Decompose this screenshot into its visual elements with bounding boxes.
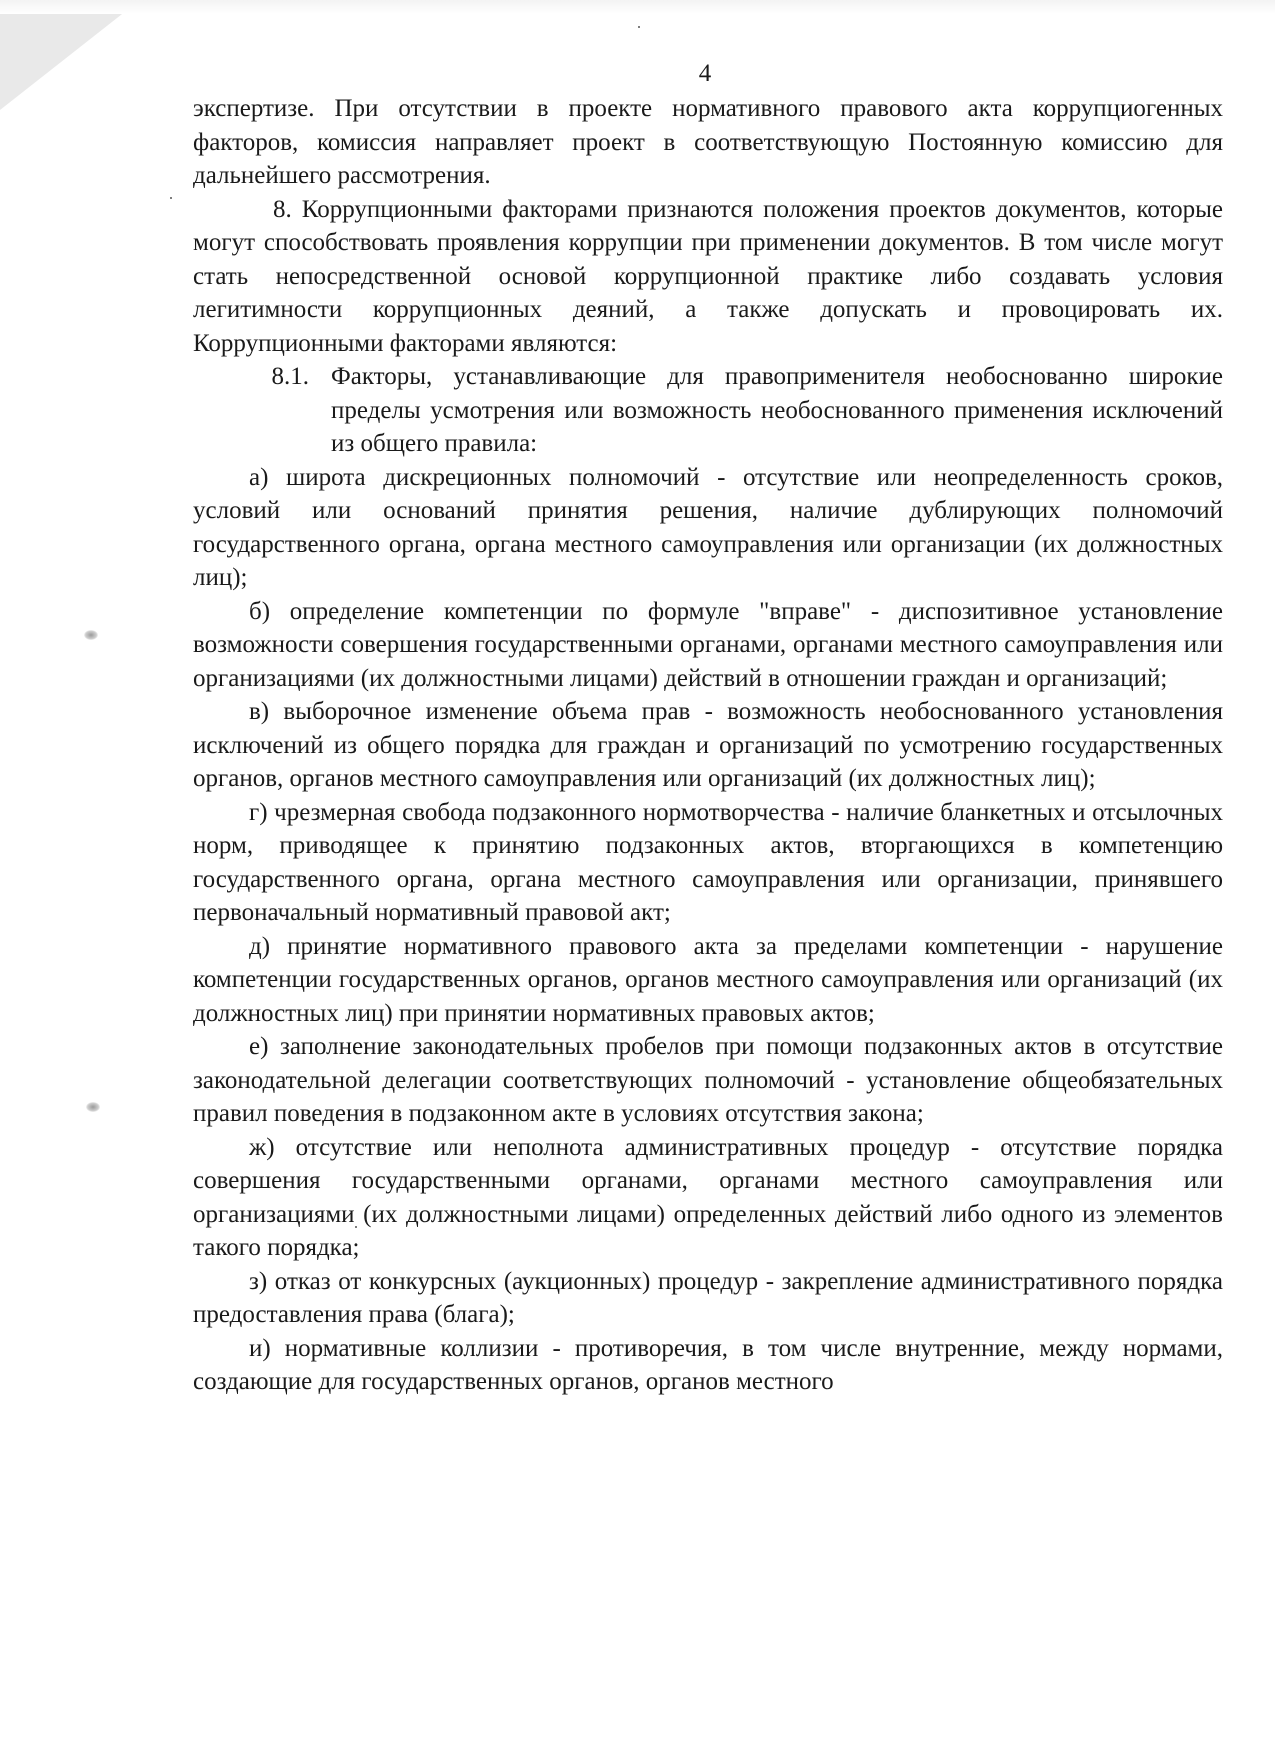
list-item-b: б) определение компетенции по формуле "вправе" - диспозитивное установление возможности совершения государственными органами, органами местного самоуправления или организациями (их должностными лицами) действий в отношении граждан и организаций; bbox=[193, 597, 1223, 692]
list-item-e: е) заполнение законодательных пробелов при помощи подзаконных актов в отсутствие законодательной делегации соответствующих полномочий - установление общеобязательных правил поведения в подзаконном акте в условиях отсутствия закона; bbox=[193, 1033, 1223, 1127]
paragraph-continuation: экспертизе. При отсутствии в проекте нормативного правового акта коррупциогенных факторов, комиссия направляет проект в соответствующую Постоянную комиссию для дальнейшего рассмотрения. bbox=[193, 95, 1223, 189]
subsection-8-1 bbox=[193, 360, 1223, 461]
subsection-number: 8.1. bbox=[271, 363, 309, 390]
paragraph-clause-8: 8. Коррупционными факторами признаются положения проектов документов, которые могут способствовать проявления коррупции при применении документов. В том числе могут стать непосредственной основой коррупционной практике либо создавать условия легитимности коррупционных деяний, а также допускать и провоцировать их. Коррупционными факторами являются: bbox=[193, 195, 1223, 357]
scan-top-edge bbox=[0, 0, 1275, 14]
document-body bbox=[193, 92, 1223, 1399]
list-item-zh: ж) отсутствие или неполнота административных процедур - отсутствие порядка совершения государственными органами, органами местного самоуправления или организациями (их должностными лицами) определенных действий либо одного из элементов такого порядка; bbox=[193, 1133, 1223, 1261]
list-item-g: г) чрезмерная свобода подзаконного нормотворчества - наличие бланкетных и отсылочных норм, приводящее к принятию подзаконных актов, вторгающихся в компетенцию государственного органа, органа местного самоуправления или организации, принявшего первоначальный нормативный правовой акт; bbox=[193, 798, 1223, 926]
list-item-v: в) выборочное изменение объема прав - возможность необоснованного установления исключений из общего порядка для граждан и организаций по усмотрению государственных органов, органов местного самоуправления или организаций (их должностных лиц); bbox=[193, 698, 1223, 792]
list-item-a: а) широта дискреционных полномочий - отсутствие или неопределенность сроков, условий или оснований принятия решения, наличие дублирующих полномочий государственного органа, органа местного самоуправления или организации (их должностных лиц); bbox=[193, 463, 1223, 591]
punch-hole-top bbox=[84, 630, 98, 640]
subsection-text: Факторы, устанавливающие для правоприменителя необоснованно широкие пределы усмотрения или возможность необоснованного применения исключений из общего правила: bbox=[331, 363, 1223, 457]
scan-speck bbox=[170, 197, 172, 199]
scan-corner-shadow bbox=[0, 0, 140, 110]
punch-hole-bottom bbox=[86, 1102, 100, 1112]
list-item-z: з) отказ от конкурсных (аукционных) процедур - закрепление административного порядка предоставления права (блага); bbox=[193, 1267, 1223, 1328]
page-number: 4 bbox=[698, 60, 712, 87]
list-item-d: д) принятие нормативного правового акта за пределами компетенции - нарушение компетенции государственных органов, органов местного самоуправления или организаций (их должностных лиц) при принятии нормативных правовых актов; bbox=[193, 932, 1223, 1027]
list-item-i: и) нормативные коллизии - противоречия, в том числе внутренние, между нормами, создающие для государственных органов, органов местного bbox=[193, 1334, 1223, 1395]
scan-speck bbox=[638, 26, 640, 28]
